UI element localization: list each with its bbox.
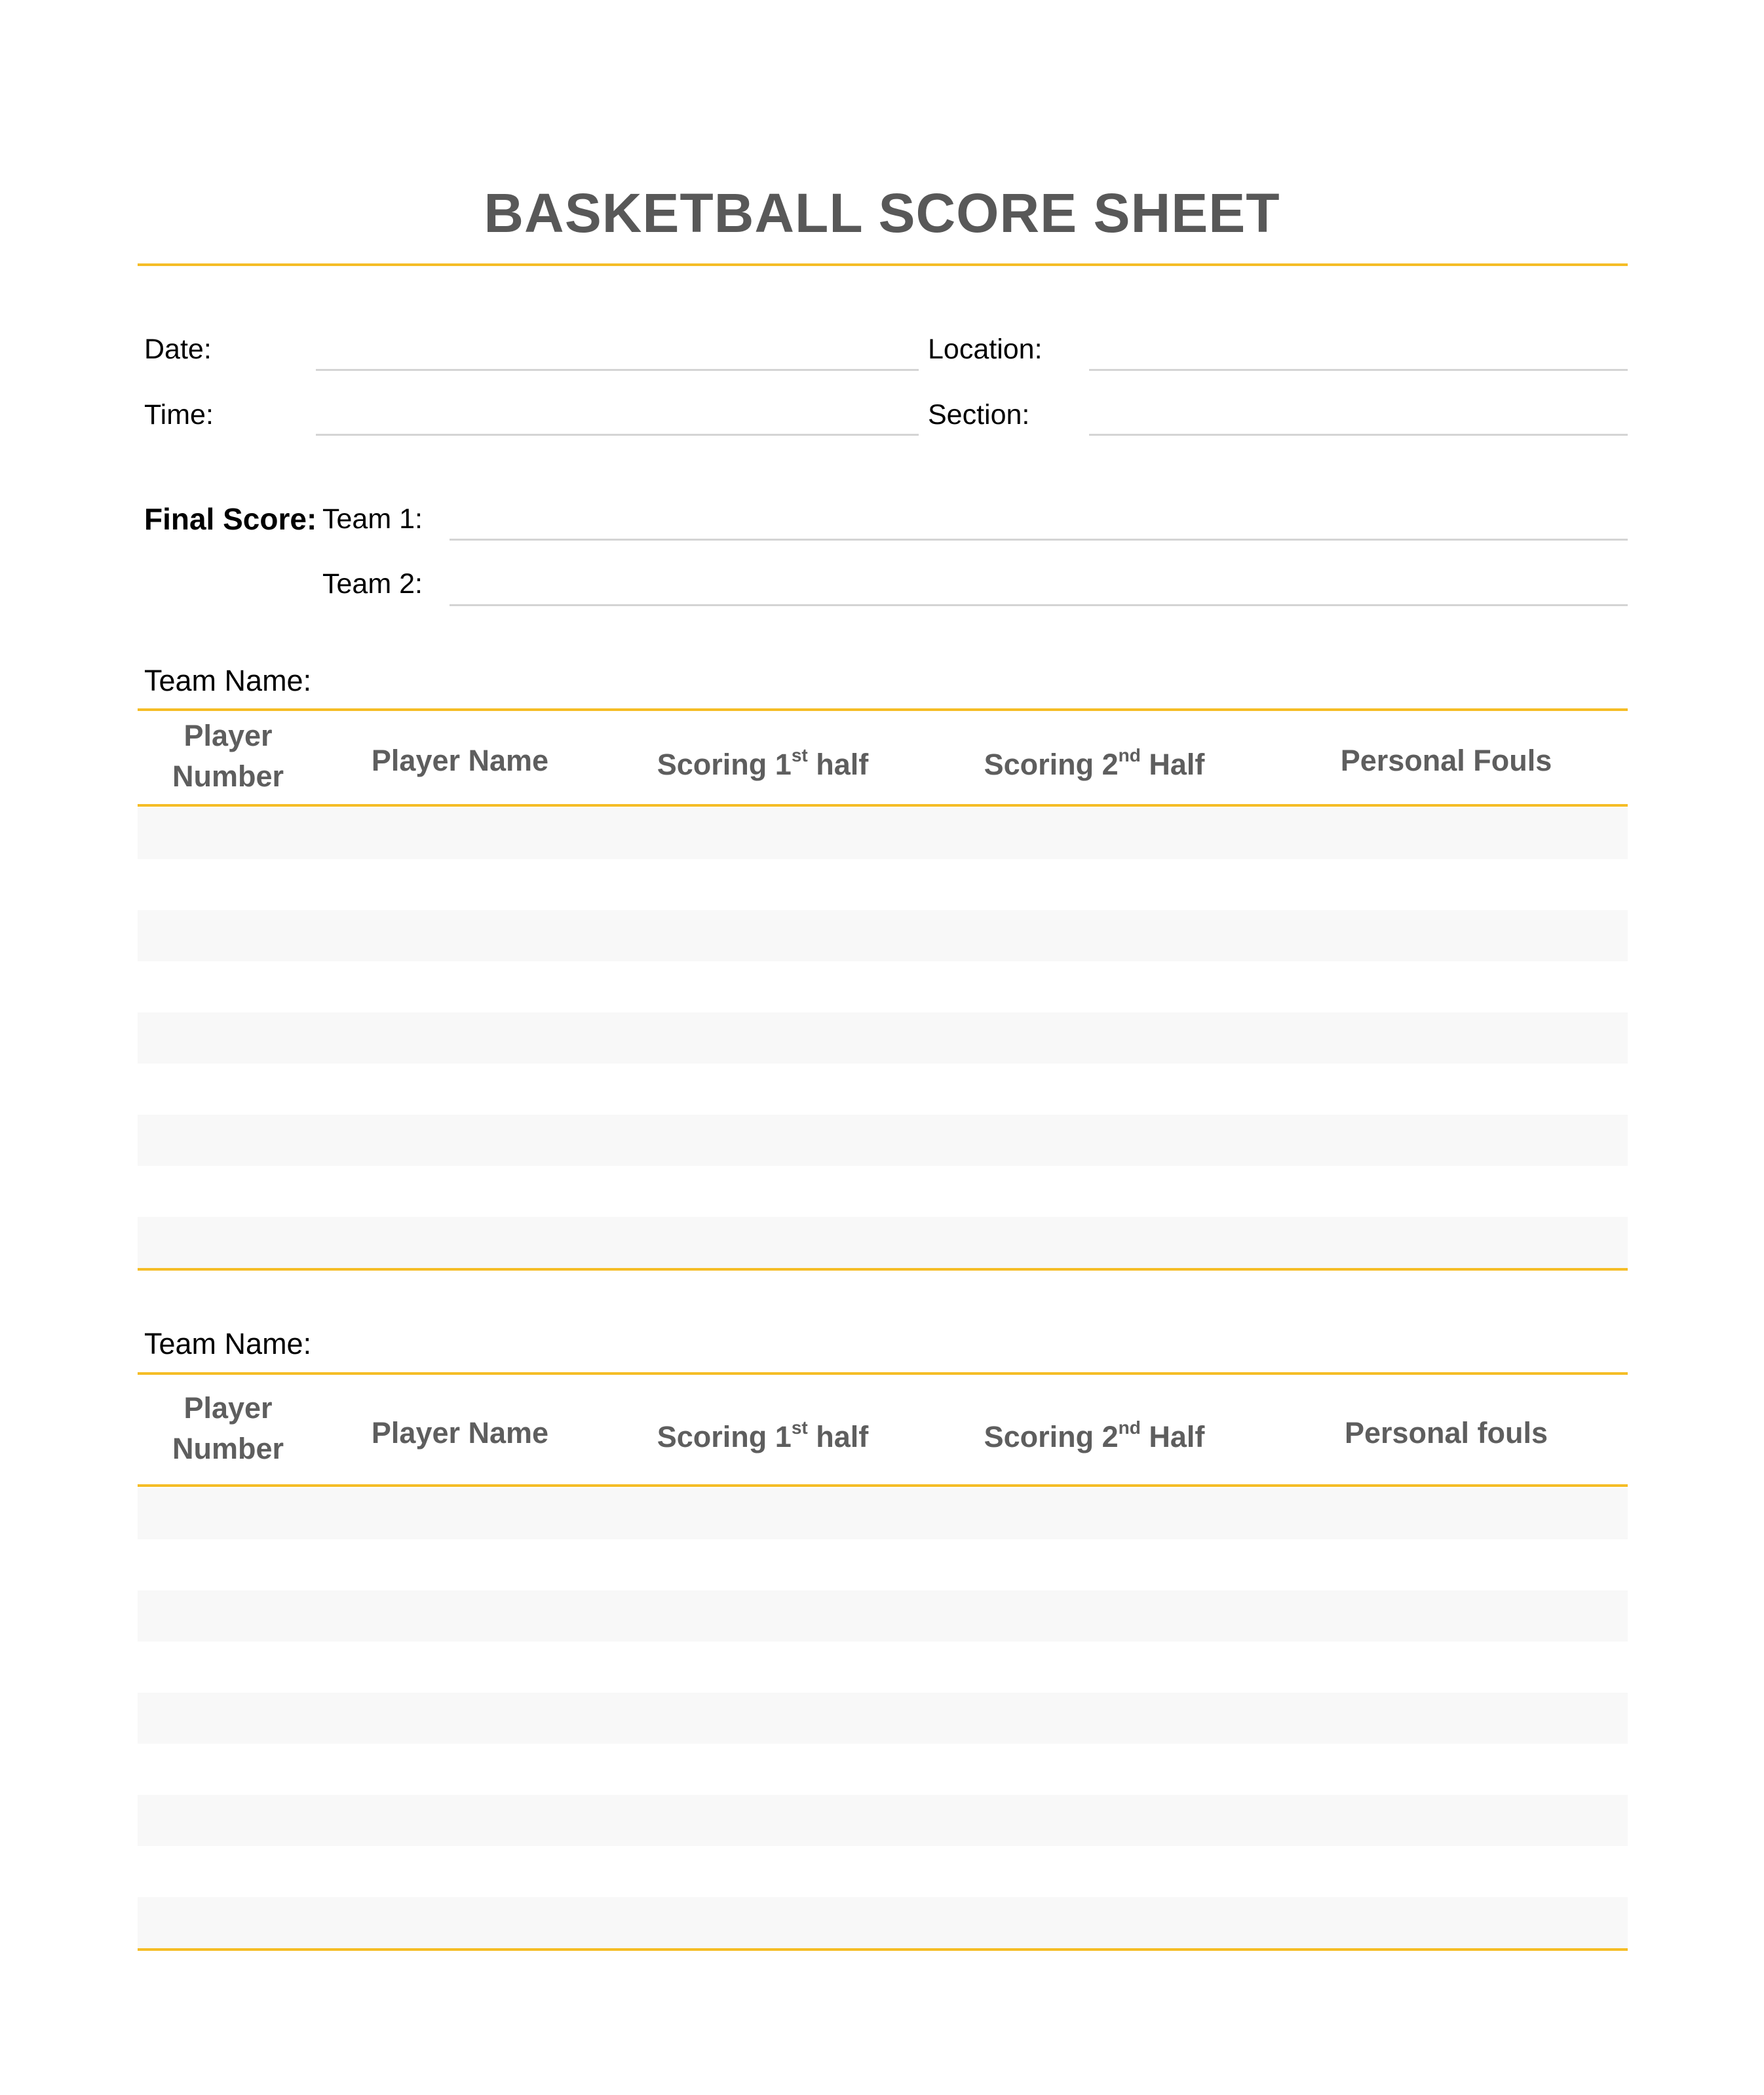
table-row[interactable]	[138, 1795, 1628, 1846]
team-name-label: Team Name:	[144, 1327, 312, 1360]
location-label: Location:	[928, 334, 1043, 365]
table-bottom-rule	[138, 1948, 1628, 1951]
table-row[interactable]	[138, 1897, 1628, 1948]
table-row[interactable]	[138, 1012, 1628, 1064]
header-scoring-first-half: Scoring 1st half	[657, 1417, 869, 1453]
table-header-rule	[138, 1484, 1628, 1487]
time-label: Time:	[144, 399, 214, 431]
header-player-number: Player Number	[172, 1391, 284, 1465]
table-row[interactable]	[138, 1590, 1628, 1642]
header-scoring-second-half: Scoring 2nd Half	[984, 1417, 1205, 1453]
team2-label: Team 2:	[322, 568, 423, 600]
header-personal-fouls: Personal Fouls	[1340, 744, 1552, 777]
table-row[interactable]	[138, 1217, 1628, 1268]
header-player-number: Player Number	[172, 719, 284, 793]
table-top-rule	[138, 708, 1628, 711]
date-label: Date:	[144, 334, 212, 365]
header-player-name: Player Name	[371, 1416, 549, 1450]
section-label: Section:	[928, 399, 1030, 431]
header-scoring-second-half: Scoring 2nd Half	[984, 745, 1205, 781]
table-row[interactable]	[138, 1693, 1628, 1744]
time-field[interactable]	[316, 434, 919, 436]
table-header-rule	[138, 804, 1628, 807]
title-underline	[138, 263, 1628, 266]
header-personal-fouls: Personal fouls	[1344, 1416, 1548, 1450]
date-field[interactable]	[316, 369, 919, 371]
final-score-label: Final Score:	[144, 502, 317, 536]
table-row[interactable]	[138, 1115, 1628, 1166]
location-field[interactable]	[1089, 369, 1628, 371]
table-bottom-rule	[138, 1268, 1628, 1271]
team1-label: Team 1:	[322, 503, 423, 535]
team2-score-field[interactable]	[450, 604, 1628, 606]
page-title: BASKETBALL SCORE SHEET	[484, 182, 1280, 244]
table-row[interactable]	[138, 1488, 1628, 1539]
header-player-name: Player Name	[371, 744, 549, 777]
header-scoring-first-half: Scoring 1st half	[657, 745, 869, 781]
team-name-label: Team Name:	[144, 664, 312, 697]
table-row[interactable]	[138, 808, 1628, 859]
table-row[interactable]	[138, 910, 1628, 961]
section-field[interactable]	[1089, 434, 1628, 436]
table-top-rule	[138, 1372, 1628, 1375]
team1-score-field[interactable]	[450, 539, 1628, 541]
